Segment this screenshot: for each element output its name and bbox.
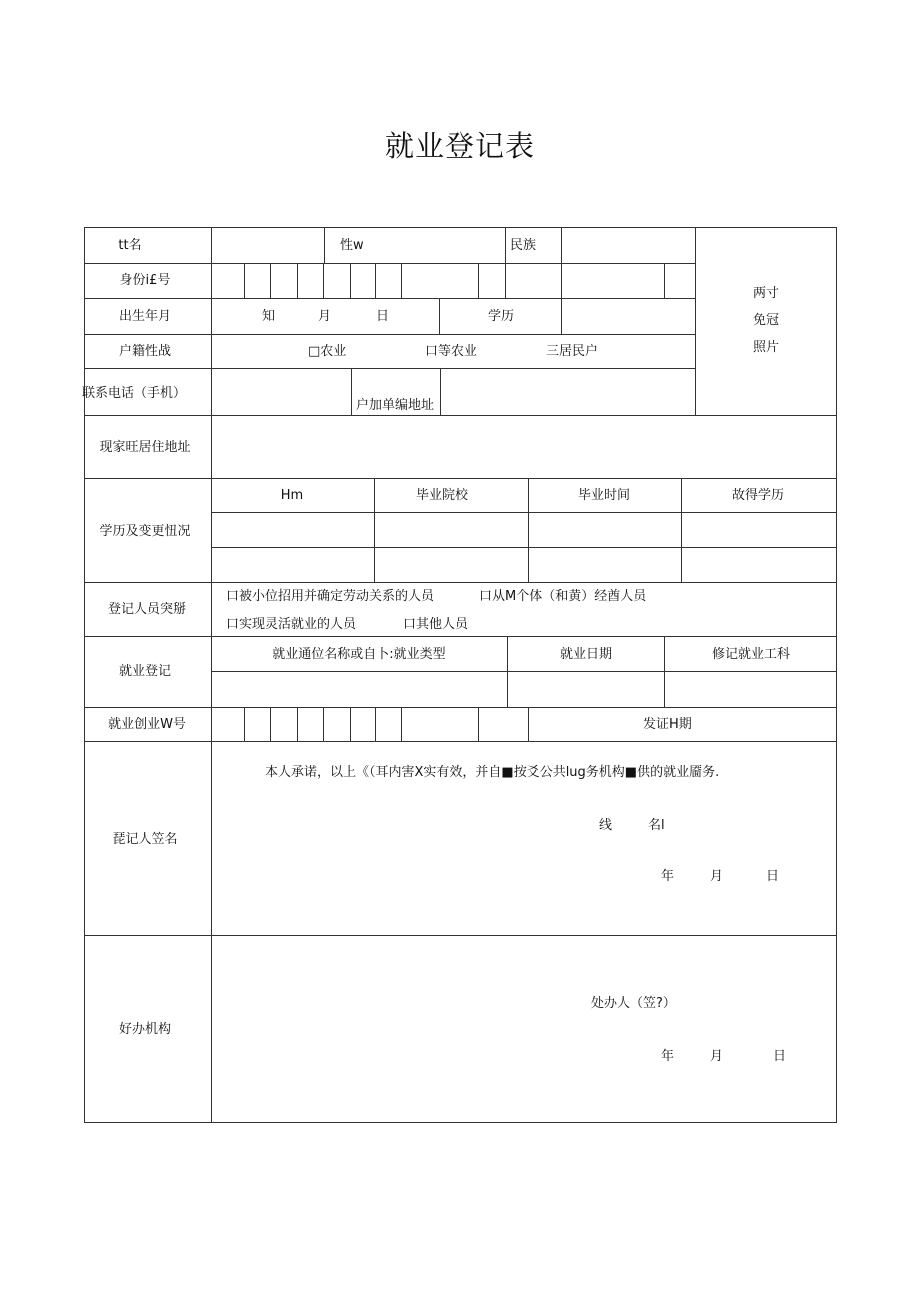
reg-option-employed-by-unit[interactable]: 口被小位招用并确定劳动关系的人员 <box>226 589 435 604</box>
edu-history-label: 学历及变更忸况 <box>99 524 191 539</box>
ethnicity-label: 民族 <box>510 238 537 253</box>
emp-header-unit: 就业通位名称或自卜:就业类型 <box>272 647 446 662</box>
phone-label: 联系电话（手机） <box>81 386 187 401</box>
hukou-type-label: 户籍性战 <box>118 344 172 359</box>
reg-category-label: 登记人员突掰 <box>107 602 187 617</box>
emp-header-date: 就业日期 <box>559 647 613 662</box>
reg-option-other[interactable]: 口其他人员 <box>403 617 469 632</box>
current-address-label: 现家旺居住地址 <box>99 440 191 455</box>
sign-label-a: 线 <box>599 818 613 833</box>
signature-label: 琵记人笠名 <box>112 832 178 847</box>
agency-label: 好办机构 <box>118 1022 172 1037</box>
education-label: 学历 <box>488 309 515 324</box>
reg-option-flexible[interactable]: 口实现灵活就业的人员 <box>226 617 357 632</box>
photo-label-1: 两寸 <box>752 286 780 301</box>
hukou-address-label: 户加单编地址 <box>356 398 435 413</box>
sign-label-b: 名l <box>648 818 665 833</box>
pledge-text: 本人承诺，以上《（耳内害X实有效，并自■按爻公共lug务机构■供的就业靥务. <box>265 765 720 780</box>
cert-date-label: 发证H期 <box>643 717 692 732</box>
photo-label-2: 免冠 <box>752 313 780 328</box>
sign-date-year: 年 <box>661 869 675 884</box>
agency-date-month: 月 <box>710 1049 724 1064</box>
name-label: tt名 <box>118 238 142 253</box>
emp-header-type: 修记就业工科 <box>711 647 791 662</box>
id-number-label: 身份i£号 <box>119 273 171 288</box>
handler-label: 处办人（笠?） <box>591 996 676 1011</box>
hukou-option-resident[interactable]: 三居民户 <box>546 344 599 359</box>
employment-reg-label: 就业登记 <box>118 664 172 679</box>
agency-date-day: 日 <box>773 1049 787 1064</box>
hukou-option-nonagricultural[interactable]: 口等农业 <box>425 344 478 359</box>
edu-header-period: Hm <box>280 488 304 503</box>
gender-label: 性w <box>340 238 364 253</box>
hukou-option-agricultural[interactable]: □农业 <box>308 344 347 359</box>
emp-cert-no-label: 就业创业W号 <box>108 717 186 732</box>
birth-day-label: 日 <box>376 309 390 324</box>
edu-header-grad-time: 毕业时间 <box>577 488 631 503</box>
birth-year-label: 知 <box>262 309 276 324</box>
agency-date-year: 年 <box>661 1049 675 1064</box>
reg-option-self-employed[interactable]: 口从M个体（和黄）经酋人员 <box>479 589 647 604</box>
birth-label: 出生年月 <box>118 309 172 324</box>
page-title: 就业登记表 <box>384 129 535 163</box>
edu-header-degree: 故得学历 <box>731 488 785 503</box>
photo-label-3: 照片 <box>752 340 780 355</box>
sign-date-month: 月 <box>710 869 724 884</box>
sign-date-day: 日 <box>766 869 780 884</box>
birth-month-label: 月 <box>318 309 332 324</box>
edu-header-school: 毕业院校 <box>415 488 469 503</box>
